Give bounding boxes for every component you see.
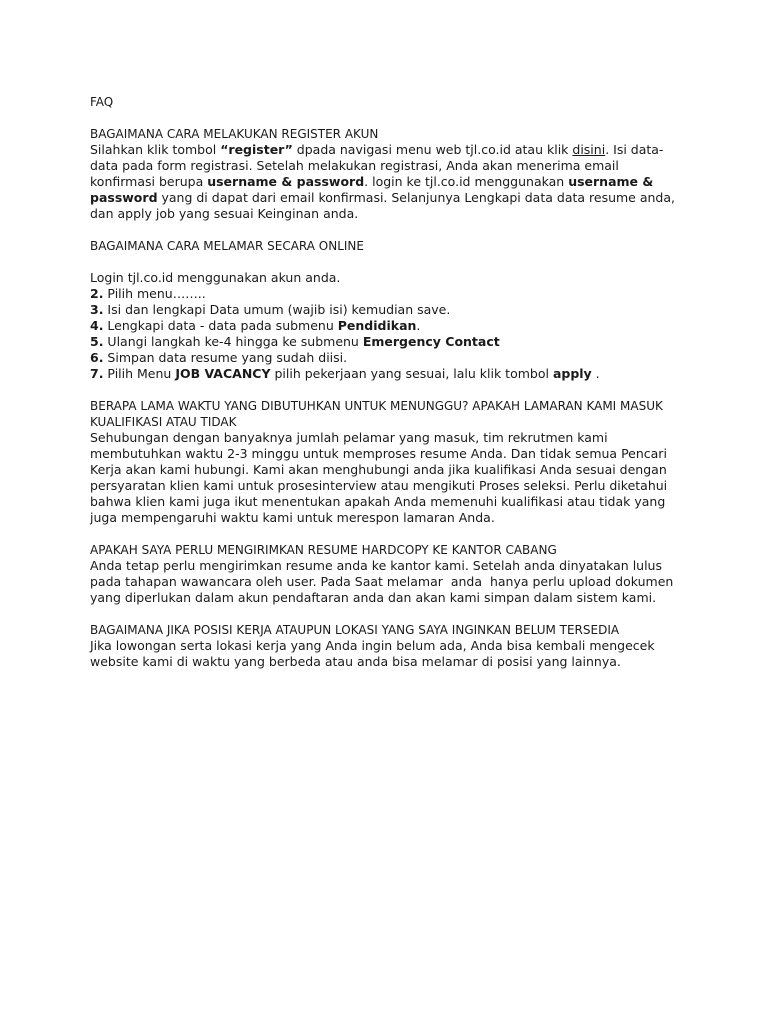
step-text: Pilih Menu: [103, 366, 176, 381]
credentials-keyword-2: username & password: [90, 174, 658, 205]
register-text-2: dpada navigasi menu web tjl.co.id atau klik: [292, 142, 573, 157]
step-number: 2.: [90, 286, 104, 301]
section-heading-waiting-time: BERAPA LAMA WAKTU YANG DIBUTUHKAN UNTUK MENUNGGU? APAKAH LAMARAN KAMI MASUK KUALIFIKASI ATAU TIDAK: [90, 399, 667, 429]
section-heading-register: BAGAIMANA CARA MELAKUKAN REGISTER AKUN: [90, 127, 379, 141]
register-instructions: [90, 142, 680, 222]
step-text-end: .: [416, 318, 421, 333]
register-text-1: Silahkan klik tombol: [90, 142, 221, 157]
step-keyword-emergency-contact: Emergency Contact: [362, 334, 500, 349]
apply-step-4: [90, 318, 680, 334]
register-keyword: “register”: [220, 142, 293, 157]
apply-steps: [90, 270, 680, 382]
position-unavailable-answer: Jika lowongan serta lokasi kerja yang Anda ingin belum ada, Anda bisa kembali mengecek website kami di waktu yang berbeda atau anda bisa melamar di posisi yang lainnya.: [90, 638, 659, 669]
section-heading-apply-online: BAGAIMANA CARA MELAMAR SECARA ONLINE: [90, 239, 364, 253]
step-text-2: pilih pekerjaan yang sesuai, lalu klik tombol: [270, 366, 553, 381]
step-number: 6.: [90, 350, 104, 365]
step-text-end: .: [591, 366, 600, 381]
faq-title: FAQ: [90, 95, 114, 109]
register-text-5: yang di dapat dari email konfirmasi. Selanjunya Lengkapi data data resume anda, dan apply job yang sesuai Keinginan anda.: [90, 190, 679, 221]
step-keyword-job-vacancy: JOB VACANCY: [175, 366, 271, 381]
step-number: 3.: [90, 302, 104, 317]
register-text-3: . Isi data-data pada form registrasi. Setelah melakukan registrasi, Anda akan menerima email konfirmasi berupa: [90, 142, 664, 189]
section-heading-position-unavailable: BAGAIMANA JIKA POSISI KERJA ATAUPUN LOKASI YANG SAYA INGINKAN BELUM TERSEDIA: [90, 623, 620, 637]
apply-step-3: [90, 302, 680, 318]
credentials-keyword-1: username & password: [207, 174, 365, 189]
step-keyword-apply: apply: [552, 366, 592, 381]
step-number: 4.: [90, 318, 104, 333]
step-number: 7.: [90, 366, 104, 381]
disini-link[interactable]: disini: [572, 142, 606, 157]
apply-step-5: [90, 334, 680, 350]
faq-document: [90, 94, 680, 670]
step-keyword-pendidikan: Pendidikan: [337, 318, 417, 333]
waiting-time-answer: Sehubungan dengan banyaknya jumlah pelamar yang masuk, tim rekrutmen kami membutuhkan waktu 2-3 minggu untuk memproses resume Anda. Dan tidak semua Pencari Kerja akan kami hubungi. Kami akan menghubungi anda jika kualifikasi Anda sesuai dengan persyaratan klien kami untuk prosesinterview atau mengikuti Proses seleksi. Perlu diketahui bahwa klien kami juga ikut menentukan apakah Anda memenuhi kualifikasi atau tidak yang juga mempengaruhi waktu kami untuk merespon lamaran Anda.: [90, 430, 672, 525]
step-text: Pilih menu……..: [103, 286, 206, 301]
register-text-4: . login ke tjl.co.id menggunakan: [364, 174, 569, 189]
step-text: Simpan data resume yang sudah diisi.: [103, 350, 348, 365]
apply-step-2: [90, 286, 680, 302]
apply-step-intro: Login tjl.co.id menggunakan akun anda.: [90, 270, 341, 285]
hardcopy-answer: Anda tetap perlu mengirimkan resume anda ke kantor kami. Setelah anda dinyatakan lulus pada tahapan wawancara oleh user. Pada Saat melamar anda hanya perlu upload dokumen yang diperlukan dalam akun pendaftaran anda dan akan kami simpan dalam sistem kami.: [90, 558, 678, 605]
step-number: 5.: [90, 334, 104, 349]
step-text: Lengkapi data - data pada submenu: [103, 318, 338, 333]
section-heading-hardcopy: APAKAH SAYA PERLU MENGIRIMKAN RESUME HARDCOPY KE KANTOR CABANG: [90, 543, 557, 557]
step-text: Ulangi langkah ke-4 hingga ke submenu: [103, 334, 363, 349]
apply-step-6: [90, 350, 680, 366]
step-text: Isi dan lengkapi Data umum (wajib isi) kemudian save.: [103, 302, 451, 317]
apply-step-7: [90, 366, 680, 382]
